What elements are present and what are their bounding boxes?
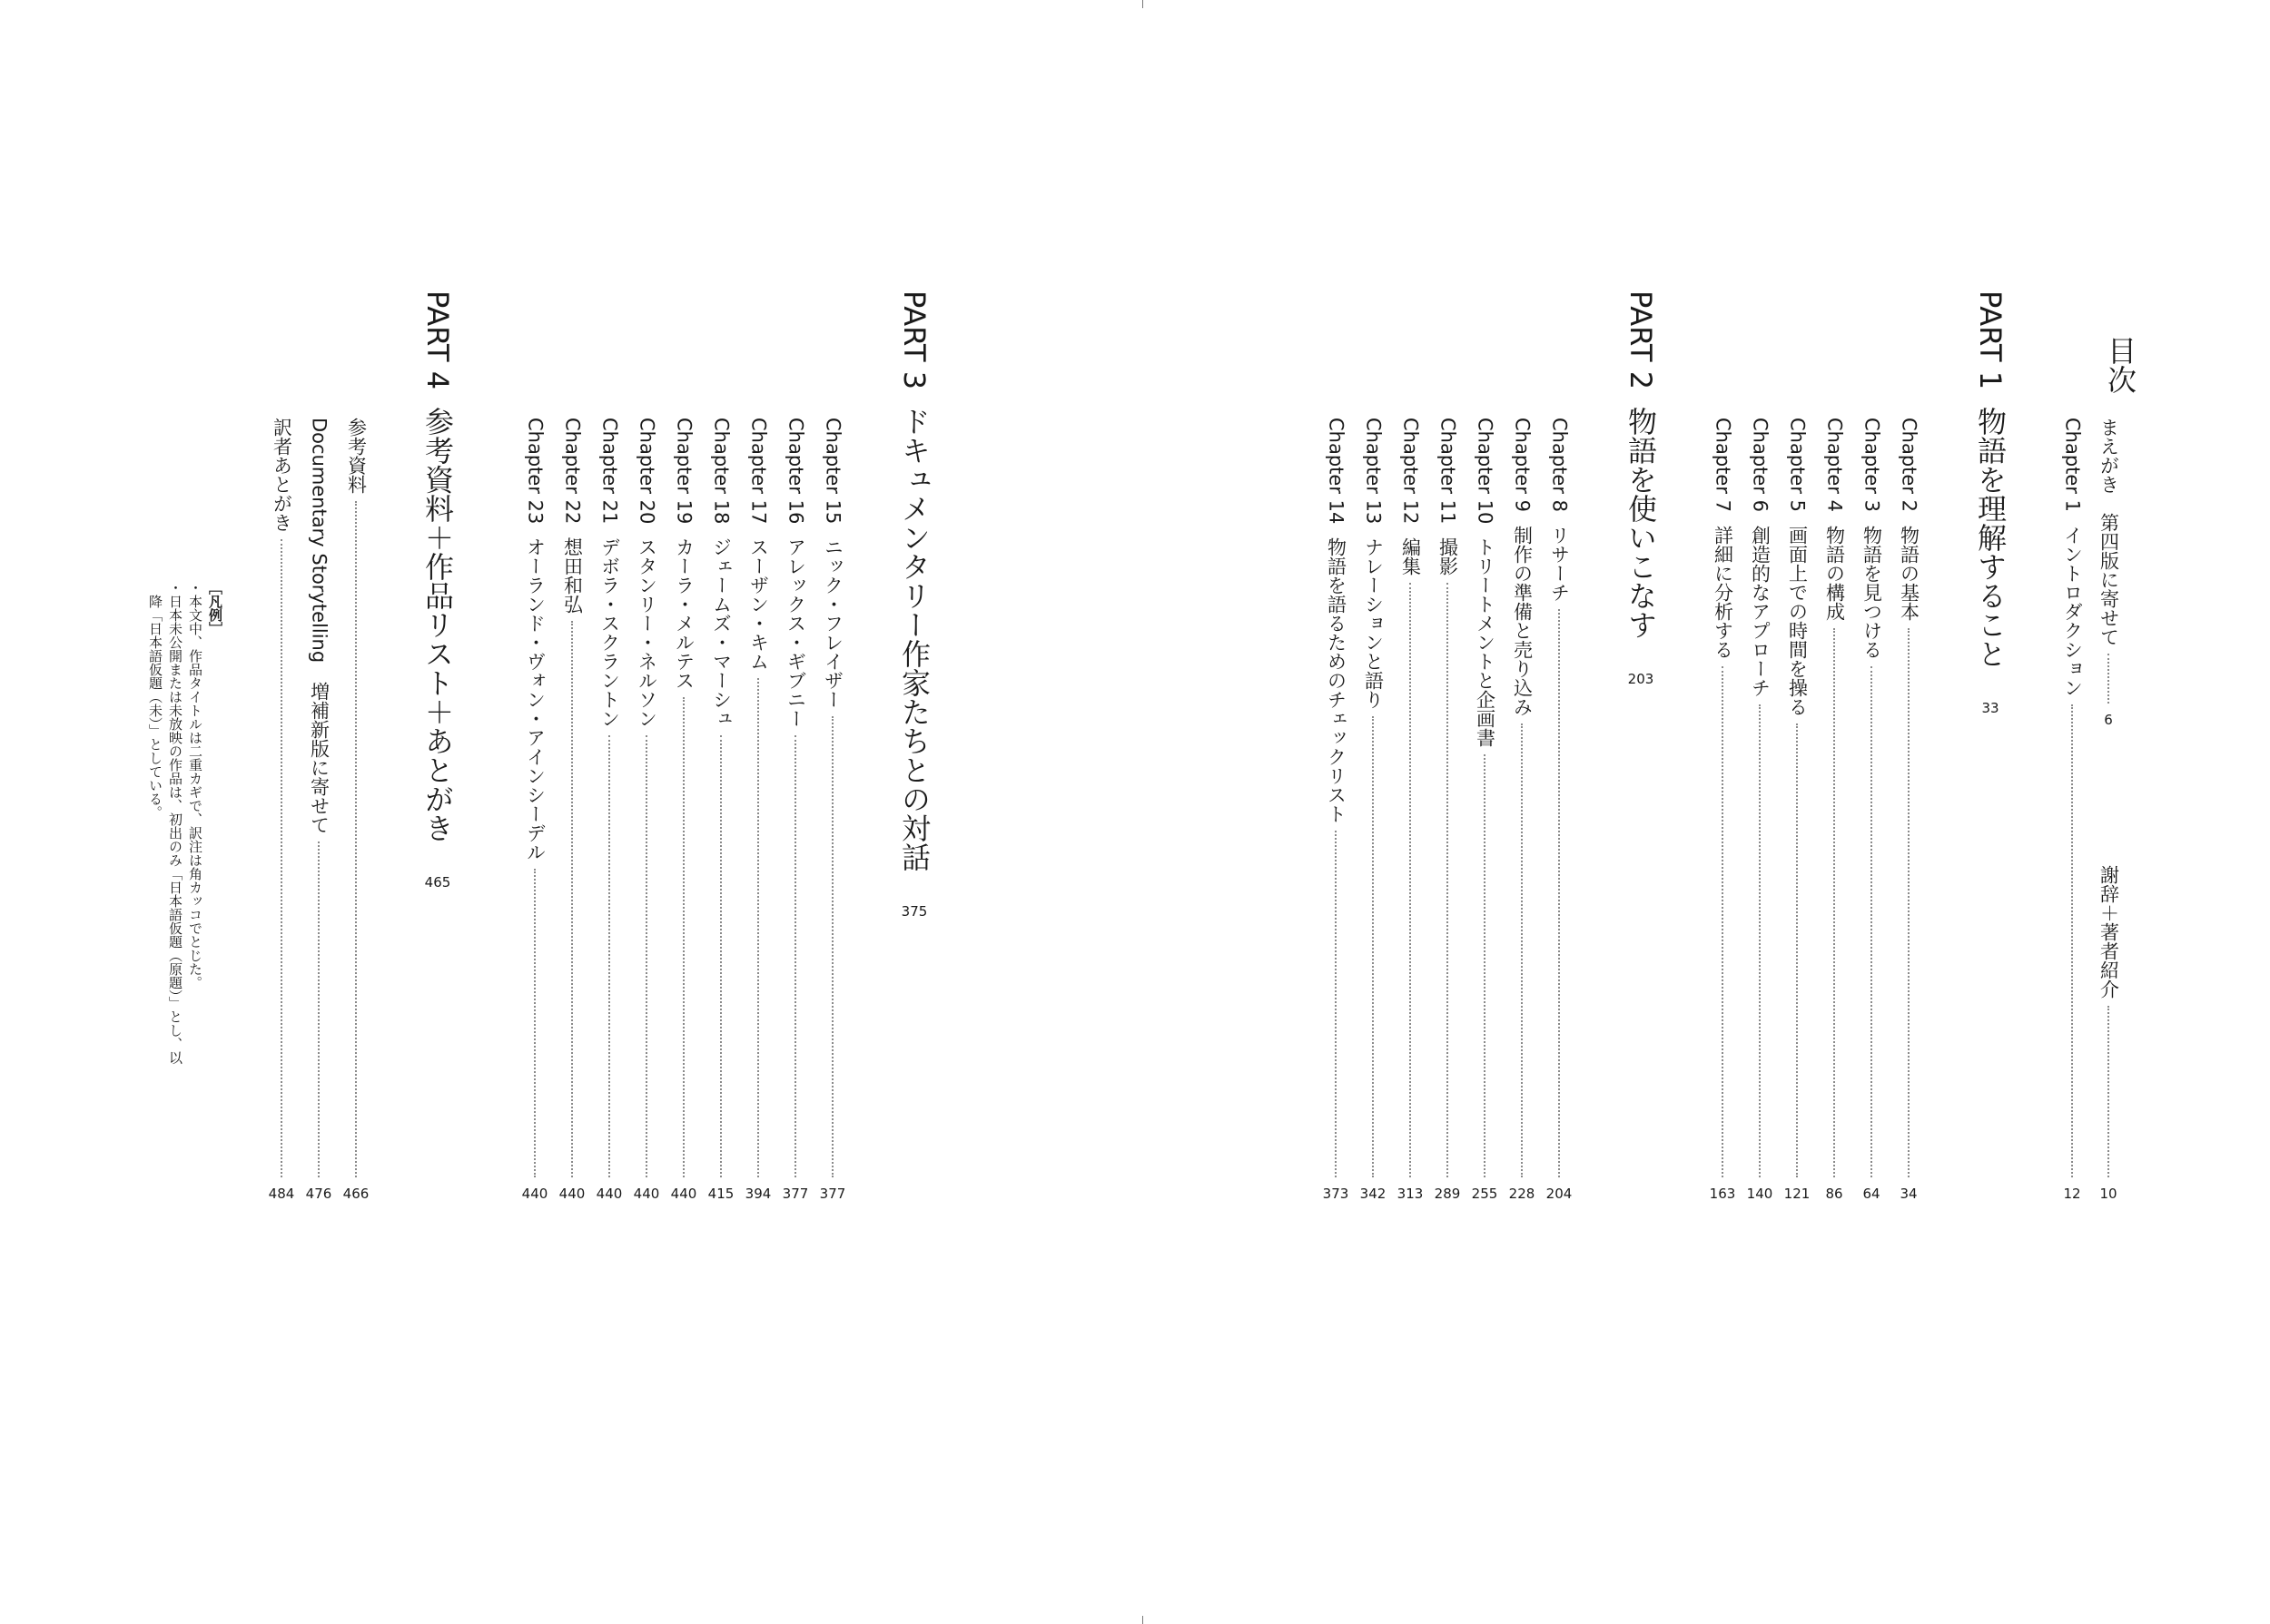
entry-title: 創造的なアプローチ — [1749, 525, 1772, 697]
toc-title: 目次 — [2103, 336, 2137, 394]
entry-title: アレックス・ギブニー — [785, 537, 807, 729]
page-number: 121 — [1783, 1186, 1811, 1202]
chapter-number: Chapter 19 — [673, 418, 696, 525]
page-number: 34 — [1900, 1186, 1918, 1202]
notes-line: ・日本未公開または未放映の作品は、初出のみ「日本語仮題（原題）」とし、以 — [167, 581, 183, 1065]
leader-dots — [646, 735, 647, 1177]
entry-title: 編集 — [1399, 537, 1422, 576]
leader-dots — [1409, 583, 1411, 1177]
part-title: 物語を使いこなす — [1624, 407, 1658, 640]
leader-dots — [832, 716, 834, 1177]
chapter-entry — [626, 418, 667, 1203]
notes-block — [145, 581, 225, 1065]
chapter-number: Chapter 7 — [1712, 418, 1734, 512]
chapter-number: Chapter 13 — [1362, 418, 1385, 525]
page-number: 375 — [901, 903, 928, 920]
page-number: 377 — [782, 1186, 809, 1202]
page-number: 313 — [1397, 1186, 1424, 1202]
chapter-entry — [812, 418, 854, 1203]
page-number: 394 — [745, 1186, 772, 1202]
part-heading — [1969, 290, 2011, 717]
page-number: 476 — [305, 1186, 332, 1202]
page-number: 484 — [268, 1186, 295, 1202]
entry-title: ナレーションと語り — [1362, 537, 1385, 710]
chapter-entry — [737, 418, 779, 1203]
leader-dots — [1372, 716, 1374, 1177]
chapter-entry — [775, 418, 816, 1203]
chapter-entry — [1888, 418, 1930, 1203]
part-label: PART 3 — [897, 290, 932, 390]
leader-dots — [1870, 666, 1872, 1177]
chapter-entry — [1315, 418, 1357, 1203]
leader-dots — [1558, 609, 1560, 1177]
leader-dots — [1759, 704, 1761, 1177]
leader-dots — [2071, 704, 2073, 1177]
chapter-number: Chapter 3 — [1860, 418, 1883, 512]
entry-title: 物語の構成 — [1823, 525, 1846, 621]
page-number: 440 — [521, 1186, 548, 1202]
chapter-entry — [1702, 418, 1743, 1203]
chapter-entry — [1851, 418, 1892, 1203]
chapter-entry — [2051, 418, 2093, 1203]
entry-title: スーザン・キム — [747, 537, 770, 672]
page-number: 6 — [2104, 712, 2113, 728]
chapter-entry — [663, 418, 705, 1203]
chapter-entry — [588, 418, 630, 1203]
chapter-number: Chapter 22 — [561, 418, 584, 525]
page-number: 86 — [1825, 1186, 1843, 1202]
page-number: 64 — [1862, 1186, 1880, 1202]
chapter-number: Chapter 8 — [1548, 418, 1571, 512]
part-title: ドキュメンタリー作家たちとの対話 — [897, 407, 932, 872]
entry-title: オーランド・ヴォン・アインシーデル — [524, 537, 547, 862]
entry-title: カーラ・メルテス — [673, 537, 696, 691]
page-number: 342 — [1359, 1186, 1387, 1202]
part-title: 物語を理解すること — [1973, 407, 2008, 669]
part-heading — [1620, 290, 1662, 688]
chapter-number: Chapter 14 — [1325, 418, 1347, 525]
leader-dots — [683, 697, 685, 1177]
entry-title: 画面上での時間を操る — [1786, 525, 1809, 716]
chapter-number: Chapter 4 — [1823, 418, 1846, 512]
chapter-number: Chapter 23 — [524, 418, 547, 525]
leader-dots — [1446, 583, 1448, 1177]
leader-dots — [794, 735, 796, 1177]
leader-dots — [608, 735, 610, 1177]
leader-dots — [571, 621, 573, 1177]
leader-dots — [720, 735, 722, 1177]
leader-dots — [1908, 628, 1910, 1177]
chapter-entry — [1776, 418, 1818, 1203]
chapter-entry — [1501, 418, 1543, 1203]
chapter-number: Chapter 1 — [2061, 418, 2084, 512]
front-matter — [2087, 418, 2129, 1203]
page-number: 415 — [707, 1186, 735, 1202]
part-heading — [893, 290, 935, 920]
page-number: 465 — [424, 874, 451, 891]
chapter-number: Chapter 17 — [747, 418, 770, 525]
notes-line: ・本文中、作品タイトルは二重カギで、訳注は角カッコでとじた。 — [187, 581, 203, 989]
page-number: 373 — [1322, 1186, 1349, 1202]
page-number: 10 — [2099, 1186, 2117, 1202]
page-number: 466 — [342, 1186, 370, 1202]
chapter-entry — [261, 418, 302, 1203]
leader-dots — [281, 539, 282, 1177]
part-title: 参考資料＋作品リスト＋あとがき — [420, 407, 455, 843]
page-number: 203 — [1627, 671, 1654, 688]
page-number: 440 — [596, 1186, 623, 1202]
chapter-entry — [1352, 418, 1394, 1203]
entry-title: ジェームズ・マーシュ — [710, 537, 733, 729]
leader-dots — [1335, 831, 1337, 1177]
page-number: 440 — [670, 1186, 697, 1202]
chapter-entry — [1538, 418, 1580, 1203]
bottom-trim-mark — [1142, 1616, 1143, 1624]
chapter-number: Chapter 12 — [1399, 418, 1422, 525]
entry-title: 撮影 — [1436, 537, 1459, 576]
entry-title: 制作の準備と売り込み — [1511, 525, 1534, 716]
entry-title: ニック・フレイザー — [822, 537, 844, 710]
leader-dots — [534, 869, 536, 1177]
chapter-entry — [1389, 418, 1431, 1203]
chapter-number: Chapter 5 — [1786, 418, 1809, 512]
page-number: 377 — [819, 1186, 846, 1202]
chapter-entry — [335, 418, 377, 1203]
leader-dots — [1484, 754, 1485, 1177]
entry-title: デボラ・スクラントン — [598, 537, 621, 729]
entry-title: イントロダクション — [2061, 525, 2084, 697]
chapter-entry — [700, 418, 742, 1203]
chapter-number: Chapter 15 — [822, 418, 844, 525]
chapter-number: Chapter 16 — [785, 418, 807, 525]
page-number: 204 — [1545, 1186, 1573, 1202]
page-number: 255 — [1471, 1186, 1498, 1202]
leader-dots — [318, 842, 320, 1177]
leader-dots — [1833, 628, 1835, 1177]
chapter-number: Chapter 2 — [1898, 418, 1920, 512]
preface-title: まえがき 第四版に寄せて — [2097, 418, 2120, 646]
entry-title: 参考資料 — [345, 418, 368, 494]
page-number: 440 — [633, 1186, 660, 1202]
page-number: 440 — [558, 1186, 586, 1202]
entry-title: 物語の基本 — [1898, 525, 1920, 621]
chapter-number: Chapter 21 — [598, 418, 621, 525]
leader-dots — [1796, 723, 1798, 1177]
chapter-entry — [298, 418, 340, 1203]
top-trim-mark — [1142, 0, 1143, 8]
entry-title: 詳細に分析する — [1712, 525, 1734, 659]
page-number: 228 — [1508, 1186, 1535, 1202]
leader-dots — [355, 501, 357, 1177]
chapter-entry — [1464, 418, 1505, 1203]
leader-dots — [1521, 723, 1523, 1177]
entry-title: リサーチ — [1548, 525, 1571, 602]
entry-title: 訳者あとがき — [271, 418, 293, 532]
leader-dots — [2107, 654, 2109, 704]
page-number: 289 — [1434, 1186, 1461, 1202]
chapter-entry — [1813, 418, 1855, 1203]
entry-title: 想田和弘 — [561, 537, 584, 615]
page-number: 163 — [1709, 1186, 1736, 1202]
leader-dots — [757, 678, 759, 1177]
part-heading — [417, 290, 459, 891]
page-number: 140 — [1746, 1186, 1773, 1202]
entry-title: トリートメントと企画書 — [1474, 537, 1496, 748]
chapter-number: Chapter 6 — [1749, 418, 1772, 512]
part-label: PART 4 — [420, 290, 455, 390]
chapter-entry — [1426, 418, 1468, 1203]
chapter-number: Chapter 18 — [710, 418, 733, 525]
chapter-entry — [1739, 418, 1781, 1203]
leader-dots — [2107, 1006, 2109, 1177]
entry-title: 物語を見つける — [1860, 525, 1883, 659]
entry-title: Documentary Storytelling 増補新版に寄せて — [308, 418, 331, 835]
chapter-number: Chapter 20 — [636, 418, 658, 525]
part-label: PART 2 — [1624, 290, 1658, 390]
notes-title: ［凡例］ — [207, 581, 223, 635]
chapter-number: Chapter 10 — [1474, 418, 1496, 525]
acknowledgements-title: 謝辞＋著者紹介 — [2097, 865, 2120, 999]
notes-line: 降「日本語仮題（未）」としている。 — [147, 581, 163, 820]
chapter-number: Chapter 9 — [1511, 418, 1534, 512]
chapter-entry — [514, 418, 556, 1203]
part-label: PART 1 — [1973, 290, 2008, 390]
page-number: 12 — [2063, 1186, 2081, 1202]
leader-dots — [1722, 666, 1723, 1177]
entry-title: 物語を語るためのチェックリスト — [1325, 537, 1347, 824]
entry-title: スタンリー・ネルソン — [636, 537, 658, 729]
page-number: 33 — [1981, 700, 1999, 717]
chapter-number: Chapter 11 — [1436, 418, 1459, 525]
chapter-entry — [551, 418, 593, 1203]
